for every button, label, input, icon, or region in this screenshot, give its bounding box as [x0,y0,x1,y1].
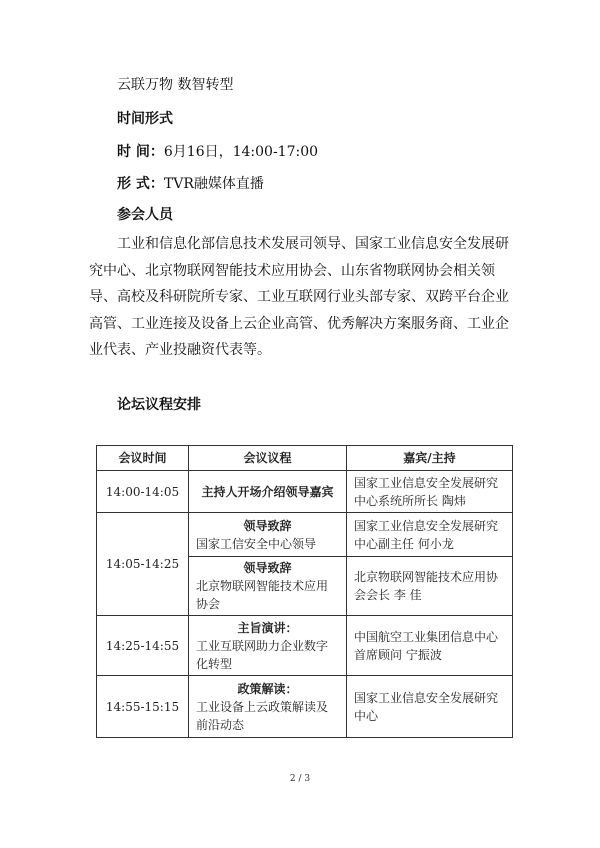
header-time: 会议时间 [97,446,189,471]
format-row [117,176,264,192]
row-time: 14:55-15:15 [97,676,189,738]
agenda-table [96,445,513,738]
time-value: 6月16日，14:00-17:00 [163,144,319,160]
header-guest: 嘉宾/主持 [347,446,513,471]
row-guest: 国家工业信息安全发展研究中心系统所所长 陶炜 [347,471,513,513]
attendees-paragraph: 工业和信息化部信息技术发展司领导、国家工业信息安全发展研究中心、北京物联网智能技术应用协会、山东省物联网协会相关领导、高校及科研院所专家、工业互联网行业头部专家、双跨平台企业高管、工业连接及设备上云企业高管、优秀解决方案服务商、工业企业代表、产业投融资代表等。 [89,236,509,358]
row-agenda [189,616,347,676]
table-row [97,616,513,676]
row-guest: 国家工业信息安全发展研究中心副主任 何小龙 [347,513,513,557]
agenda-subtitle: 工业互联网助力企业数字化转型 [196,638,329,671]
attendees-heading: 参会人员 [117,207,173,223]
agenda-title: 主持人开场介绍领导嘉宾 [201,484,334,499]
time-row [117,144,318,160]
time-label: 时 间： [117,144,164,160]
header-agenda: 会议议程 [189,446,347,471]
agenda-subtitle: 国家工信安全中心领导 [196,536,317,551]
row-time: 14:25-14:55 [97,616,189,676]
row-agenda [189,513,347,557]
row-agenda [189,557,347,616]
intro-line: 云联万物 数智转型 [117,77,234,93]
format-value: TVR融媒体直播 [163,176,264,192]
agenda-heading: 论坛议程安排 [117,397,201,413]
row-time: 14:00-14:05 [97,471,189,513]
table-header-row [97,446,513,471]
agenda-title: 领导致辞 [243,518,292,533]
agenda-title: 主旨演讲： [237,620,298,635]
time-format-heading: 时间形式 [117,111,173,127]
row-guest: 北京物联网智能技术应用协会会长 李 佳 [347,557,513,616]
agenda-title: 领导致辞 [243,561,292,575]
table-row [97,513,513,557]
agenda-subtitle: 工业设备上云政策解读及前沿动态 [196,699,329,732]
table-row [97,471,513,513]
row-agenda [189,676,347,738]
row-agenda [189,471,347,513]
agenda-subtitle: 北京物联网智能技术应用协会 [196,579,329,611]
table-row [97,676,513,738]
agenda-title: 政策解读： [237,681,298,696]
row-guest: 中国航空工业集团信息中心首席顾问 宁振波 [347,616,513,676]
row-time: 14:05-14:25 [97,513,189,616]
page-number: 2 / 3 [289,774,311,784]
row-guest: 国家工业信息安全发展研究中心 [347,676,513,738]
format-label: 形 式： [117,176,164,192]
